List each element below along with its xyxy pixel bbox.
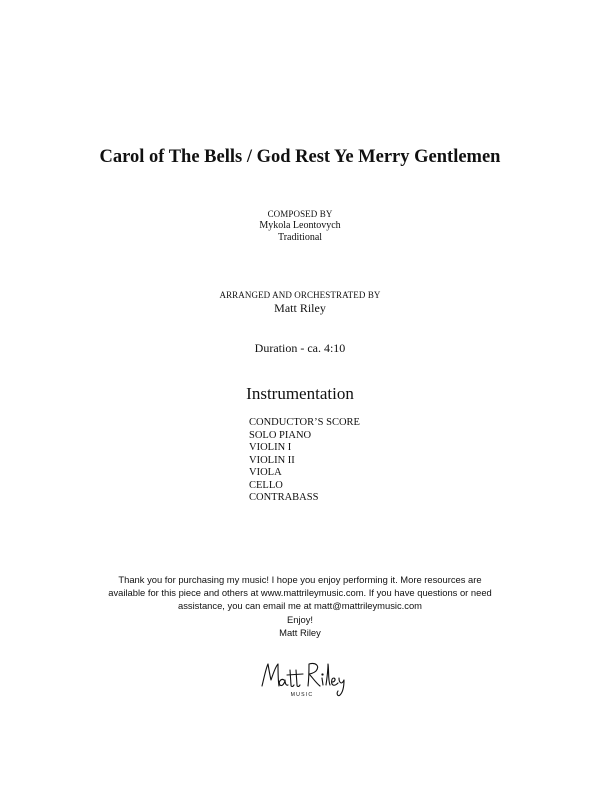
piece-title: Carol of The Bells / God Rest Ye Merry Gentlemen: [99, 147, 501, 167]
instrumentation-list: [249, 417, 360, 505]
thank-you-line: Matt Riley: [279, 626, 321, 638]
composer-name: Mykola Leontovych: [259, 220, 341, 231]
thank-you-line: Enjoy!: [286, 613, 314, 625]
thank-you-note: [80, 573, 520, 639]
arranger-name: Matt Riley: [274, 301, 326, 315]
instrument-item: VIOLIN I: [249, 442, 292, 453]
arranged-by-section: [0, 289, 600, 316]
logo-signature-icon: [258, 656, 348, 700]
composed-by-heading: COMPOSED BY: [267, 209, 333, 219]
matt-riley-music-logo: [258, 656, 348, 700]
instrument-item: CELLO: [249, 479, 283, 491]
instrument-item: VIOLIN II: [249, 454, 295, 466]
instrument-item: SOLO PIANO: [249, 429, 312, 441]
instrumentation-heading: Instrumentation: [246, 384, 354, 403]
instrument-item: CONTRABASS: [249, 492, 319, 503]
arranged-by-heading: ARRANGED AND ORCHESTRATED BY: [219, 290, 381, 300]
thank-you-line: assistance, you can email me at matt@mattrileymusic.com: [178, 600, 422, 612]
instrument-item: VIOLA: [249, 467, 282, 478]
composer-name: Traditional: [277, 232, 323, 243]
thank-you-line: available for this piece and others at www.mattrileymusic.com. If you have questions or need: [108, 587, 492, 599]
instrument-item: CONDUCTOR’S SCORE: [249, 417, 360, 428]
duration-text: Duration - ca. 4:10: [254, 341, 346, 355]
thank-you-line: Thank you for purchasing my music! I hope you enjoy performing it. More resources are: [118, 574, 482, 585]
logo-music-text: MUSIC: [290, 692, 314, 698]
composed-by-section: [0, 208, 600, 244]
